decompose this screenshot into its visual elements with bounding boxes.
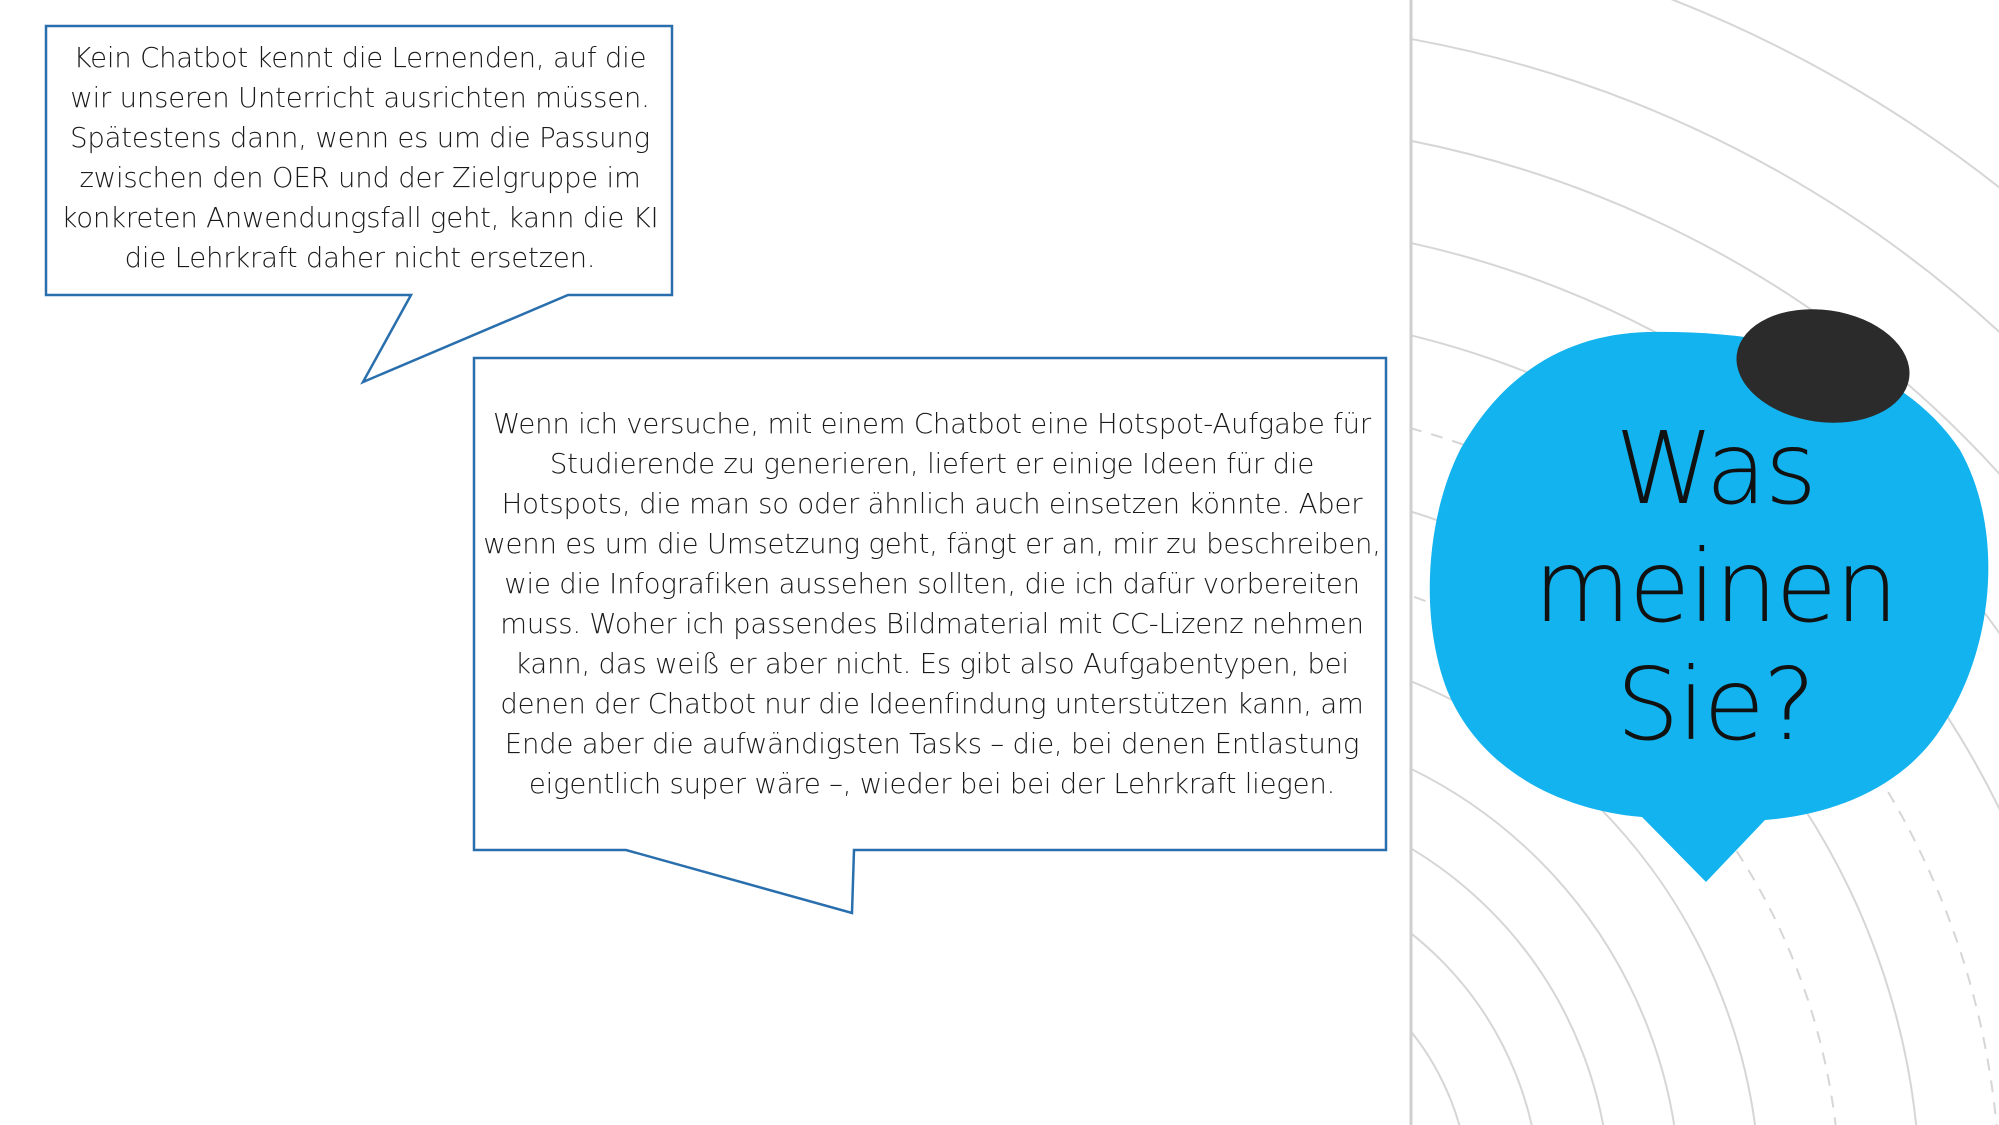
question-line: Sie? xyxy=(1616,646,1814,763)
question-line: Was xyxy=(1615,410,1815,527)
text-line: muss. Woher ich passendes Bildmaterial mit CC-Lizenz nehmen xyxy=(500,608,1364,640)
text-line: Ende aber die aufwändigsten Tasks – die, bei denen Entlastung xyxy=(504,728,1360,760)
question-heading xyxy=(1480,410,1950,764)
text-line: Studierende zu generieren, liefert er einige Ideen für die xyxy=(549,448,1315,480)
text-line: denen der Chatbot nur die Ideenfindung unterstützen kann, am xyxy=(500,688,1364,720)
text-line: die Lehrkraft daher nicht ersetzen. xyxy=(124,242,596,274)
text-line: konkreten Anwendungsfall geht, kann die KI xyxy=(61,202,659,234)
text-line: Hotspots, die man so oder ähnlich auch einsetzen könnte. Aber xyxy=(501,488,1363,520)
speech-bubble-1-text xyxy=(52,38,668,278)
arc-2 xyxy=(860,860,1540,1125)
text-line: Wenn ich versuche, mit einem Chatbot eine Hotspot-Aufgabe für xyxy=(493,408,1371,440)
text-line: wie die Infografiken aussehen sollten, die ich dafür vorbereiten xyxy=(504,568,1360,600)
text-line: wir unseren Unterricht ausrichten müssen. xyxy=(70,82,650,114)
speech-bubble-2-text xyxy=(482,404,1382,804)
text-line: eigentlich super wäre –, wieder bei bei der Lehrkraft liegen. xyxy=(528,768,1336,800)
question-line: meinen xyxy=(1533,528,1897,645)
text-line: zwischen den OER und der Zielgruppe im xyxy=(79,162,641,194)
arc-1 xyxy=(930,930,1470,1125)
text-line: Kein Chatbot kennt die Lernenden, auf die xyxy=(73,42,647,74)
text-line: Spätestens dann, wenn es um die Passung xyxy=(70,122,650,154)
text-line: wenn es um die Umsetzung geht, fängt er an, mir zu beschreiben, xyxy=(483,528,1381,560)
text-line: kann, das weiß er aber nicht. Es gibt also Aufgabentypen, bei xyxy=(515,648,1349,680)
